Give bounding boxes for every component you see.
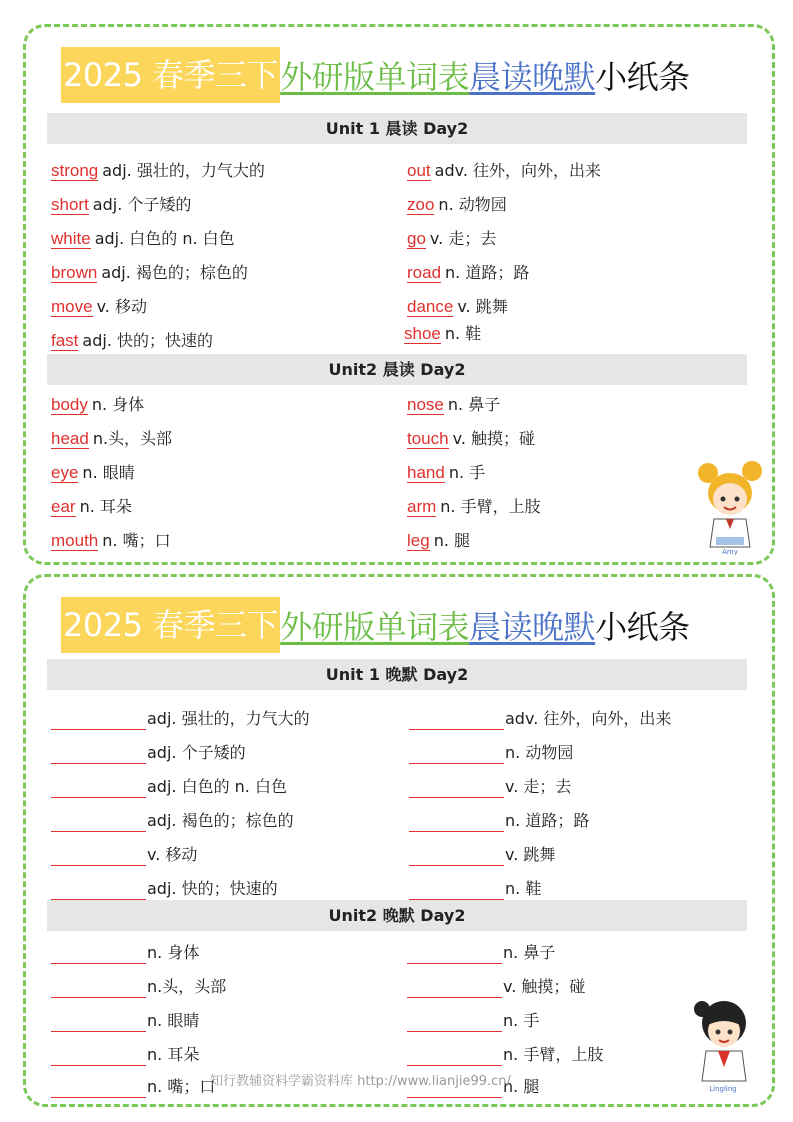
answer-blank[interactable]	[51, 712, 146, 730]
answer-blank[interactable]	[51, 848, 146, 866]
vocab-meaning: n. 手	[448, 463, 486, 482]
dictation-row	[409, 810, 589, 832]
dictation-row	[51, 1076, 215, 1098]
dictation-meaning: n. 手	[503, 1011, 540, 1030]
vocab-row	[51, 228, 235, 250]
dictation-row	[51, 742, 246, 764]
vocab-meaning: n. 道路；路	[445, 263, 530, 282]
vocab-meaning: n. 动物园	[438, 195, 507, 214]
vocab-row	[407, 394, 500, 416]
dictation-row	[407, 1010, 539, 1032]
answer-blank[interactable]	[407, 1014, 502, 1032]
answer-blank[interactable]	[51, 814, 146, 832]
vocab-row	[407, 228, 496, 250]
dictation-meaning: adj. 个子矮的	[147, 743, 246, 762]
vocab-word: eye	[51, 463, 79, 482]
lingling-avatar-illustration	[688, 991, 758, 1093]
vocab-row	[51, 530, 171, 552]
vocab-word: hand	[407, 463, 445, 482]
vocab-meaning: n. 嘴；口	[102, 531, 171, 550]
dictation-meaning: n. 身体	[147, 943, 200, 962]
dictation-meaning: n. 动物园	[505, 743, 574, 762]
vocab-row	[407, 462, 485, 484]
watermark-text: 知行教辅资料学霸资料库 http://www.lianjie99.cn/	[210, 1074, 511, 1089]
vocab-meaning: v. 移动	[96, 297, 147, 316]
dictation-meaning: adj. 强壮的，力气大的	[147, 709, 310, 728]
amy-avatar-illustration	[694, 459, 766, 555]
vocab-meaning: v. 跳舞	[457, 297, 508, 316]
vocab-meaning: adj. 快的；快速的	[82, 331, 213, 350]
vocab-row	[51, 428, 172, 450]
vocab-meaning: adj. 白色的 n. 白色	[94, 229, 235, 248]
title-part-reading: 晨读晚默	[469, 58, 596, 96]
vocab-word: leg	[407, 531, 430, 550]
answer-blank[interactable]	[51, 1014, 146, 1032]
card-title	[61, 597, 690, 653]
section-header-unit1: Unit 1 晨读 Day2	[47, 113, 747, 144]
vocab-row	[51, 194, 191, 216]
dictation-meaning: adj. 褐色的；棕色的	[147, 811, 294, 830]
title-part-year: 2025 春季三下	[61, 47, 280, 103]
dictation-row	[409, 776, 571, 798]
vocab-word: touch	[407, 429, 449, 448]
avatar-label: Lingling	[709, 1085, 737, 1093]
evening-dictation-card	[23, 574, 775, 1107]
vocab-word: short	[51, 195, 89, 214]
dictation-meaning: n. 腿	[503, 1077, 540, 1096]
answer-blank[interactable]	[407, 946, 502, 964]
dictation-meaning: n. 道路；路	[505, 811, 590, 830]
answer-blank[interactable]	[409, 712, 504, 730]
title-part-year: 2025 春季三下	[61, 597, 280, 653]
vocab-row	[51, 330, 213, 352]
vocab-meaning: n. 鞋	[444, 324, 482, 343]
dictation-meaning: n. 鞋	[505, 879, 542, 898]
vocab-word: out	[407, 161, 431, 180]
vocab-word: nose	[407, 395, 444, 414]
dictation-meaning: adj. 快的；快速的	[147, 879, 278, 898]
vocab-word: strong	[51, 161, 99, 180]
dictation-meaning: n.头，头部	[147, 977, 227, 996]
dictation-row	[51, 708, 310, 730]
vocab-word: fast	[51, 331, 79, 350]
answer-blank[interactable]	[51, 1080, 146, 1098]
answer-blank[interactable]	[409, 780, 504, 798]
vocab-row	[51, 394, 144, 416]
dictation-row	[51, 942, 199, 964]
title-part-wordlist: 外研版单词表	[280, 608, 470, 646]
answer-blank[interactable]	[51, 980, 146, 998]
vocab-row	[404, 323, 481, 345]
dictation-meaning: adv. 往外，向外，出来	[505, 709, 672, 728]
dictation-meaning: v. 走；去	[505, 777, 572, 796]
dictation-row	[409, 708, 671, 730]
dictation-row	[51, 878, 278, 900]
card-title	[61, 47, 690, 103]
vocab-word: head	[51, 429, 89, 448]
title-part-note: 小纸条	[595, 608, 690, 646]
vocab-row	[407, 194, 507, 216]
vocab-row	[407, 296, 508, 318]
answer-blank[interactable]	[407, 1048, 502, 1066]
dictation-meaning: n. 手臂，上肢	[503, 1045, 604, 1064]
section-header-unit2: Unit2 晨读 Day2	[47, 354, 747, 385]
vocab-word: go	[407, 229, 426, 248]
dictation-meaning: n. 嘴；口	[147, 1077, 216, 1096]
vocab-row	[51, 160, 265, 182]
answer-blank[interactable]	[51, 1048, 146, 1066]
vocab-row	[407, 530, 470, 552]
vocab-meaning: v. 触摸；碰	[452, 429, 535, 448]
vocab-word: road	[407, 263, 442, 282]
answer-blank[interactable]	[51, 746, 146, 764]
answer-blank[interactable]	[409, 848, 504, 866]
vocab-row	[51, 462, 135, 484]
answer-blank[interactable]	[409, 882, 504, 900]
dictation-row	[51, 776, 287, 798]
avatar-label: Amy	[722, 548, 738, 555]
dictation-meaning: v. 触摸；碰	[503, 977, 586, 996]
dictation-meaning: v. 移动	[147, 845, 198, 864]
vocab-meaning: v. 走；去	[429, 229, 497, 248]
vocab-meaning: n. 身体	[91, 395, 145, 414]
vocab-meaning: n. 眼睛	[82, 463, 135, 482]
answer-blank[interactable]	[51, 946, 146, 964]
vocab-word: shoe	[404, 324, 441, 343]
vocab-word: brown	[51, 263, 98, 282]
dictation-meaning: adj. 白色的 n. 白色	[147, 777, 287, 796]
vocab-word: mouth	[51, 531, 99, 550]
vocab-meaning: adj. 个子矮的	[92, 195, 192, 214]
vocab-word: white	[51, 229, 91, 248]
vocab-meaning: n. 鼻子	[447, 395, 501, 414]
vocab-meaning: n.头，头部	[92, 429, 173, 448]
dictation-meaning: v. 跳舞	[505, 845, 556, 864]
answer-blank[interactable]	[407, 980, 502, 998]
vocab-word: zoo	[407, 195, 435, 214]
vocab-row	[51, 262, 248, 284]
vocab-word: arm	[407, 497, 437, 516]
dictation-meaning: n. 耳朵	[147, 1045, 200, 1064]
vocab-word: dance	[407, 297, 454, 316]
dictation-row	[407, 942, 555, 964]
vocab-word: ear	[51, 497, 76, 516]
vocab-row	[407, 262, 529, 284]
vocab-row	[407, 496, 541, 518]
answer-blank[interactable]	[51, 882, 146, 900]
vocab-meaning: adv. 往外，向外，出来	[434, 161, 602, 180]
title-part-wordlist: 外研版单词表	[280, 58, 470, 96]
vocab-meaning: n. 手臂，上肢	[440, 497, 541, 516]
vocab-row	[51, 296, 147, 318]
dictation-row	[409, 844, 555, 866]
dictation-row	[51, 810, 294, 832]
section-header-unit2: Unit2 晚默 Day2	[47, 900, 747, 931]
vocab-row	[51, 496, 132, 518]
dictation-row	[407, 1044, 603, 1066]
vocab-meaning: adj. 强壮的，力气大的	[102, 161, 265, 180]
title-part-note: 小纸条	[595, 58, 690, 96]
vocab-row	[407, 428, 535, 450]
dictation-row	[409, 742, 573, 764]
dictation-row	[51, 844, 197, 866]
dictation-row	[51, 1010, 199, 1032]
dictation-row	[407, 976, 585, 998]
section-header-unit1: Unit 1 晚默 Day2	[47, 659, 747, 690]
vocab-word: body	[51, 395, 88, 414]
vocab-meaning: adj. 褐色的；棕色的	[101, 263, 248, 282]
answer-blank[interactable]	[409, 746, 504, 764]
dictation-meaning: n. 鼻子	[503, 943, 556, 962]
dictation-row	[51, 976, 226, 998]
dictation-meaning: n. 眼睛	[147, 1011, 200, 1030]
vocab-meaning: n. 耳朵	[79, 497, 132, 516]
answer-blank[interactable]	[51, 780, 146, 798]
vocab-meaning: n. 腿	[433, 531, 471, 550]
vocab-word: move	[51, 297, 93, 316]
answer-blank[interactable]	[409, 814, 504, 832]
vocab-row	[407, 160, 601, 182]
dictation-row	[51, 1044, 199, 1066]
dictation-row	[409, 878, 541, 900]
morning-reading-card	[23, 24, 775, 565]
title-part-reading: 晨读晚默	[469, 608, 596, 646]
